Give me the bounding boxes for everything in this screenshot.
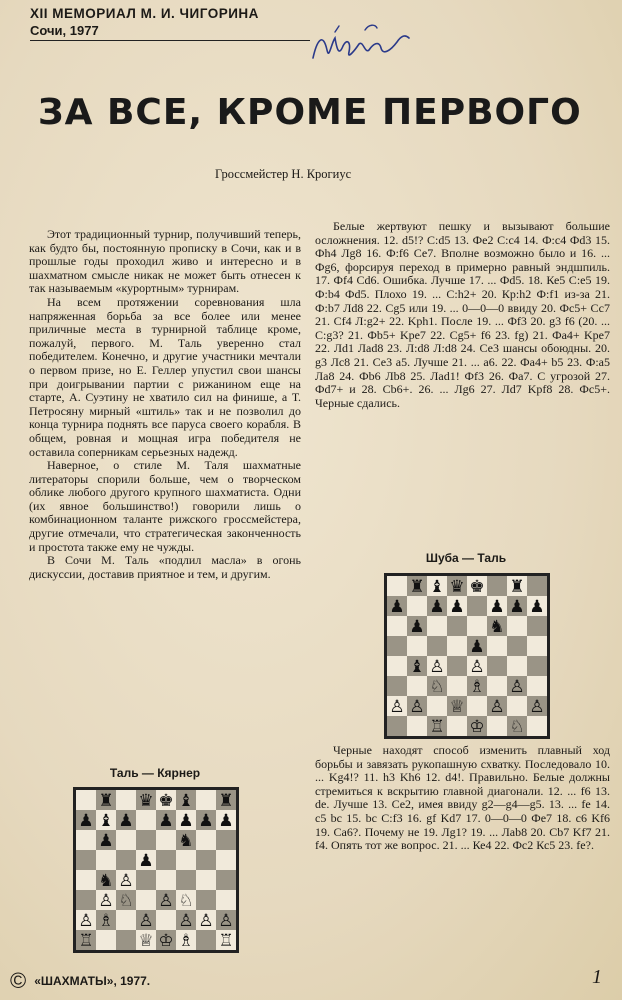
black-pawn-icon: ♟ xyxy=(78,811,94,831)
copyright-symbol: © xyxy=(10,968,27,993)
black-pawn-icon: ♟ xyxy=(489,597,505,617)
black-bishop-icon: ♝ xyxy=(429,577,445,597)
dark-square xyxy=(487,656,507,676)
light-square xyxy=(176,850,196,870)
white-queen-icon: ♕ xyxy=(138,931,154,950)
black-pawn-icon: ♟ xyxy=(389,597,405,617)
black-pawn-icon: ♟ xyxy=(449,597,465,617)
black-knight-icon: ♞ xyxy=(178,831,194,851)
footer xyxy=(10,970,150,992)
article-author: Гроссмейстер Н. Крогиус xyxy=(215,167,352,181)
dark-square xyxy=(156,850,176,870)
dark-square xyxy=(196,930,216,950)
white-pawn-icon: ♙ xyxy=(138,911,154,931)
dark-square xyxy=(387,676,407,696)
light-square xyxy=(467,696,487,716)
black-knight-icon: ♞ xyxy=(98,871,114,891)
white-pawn-icon: ♙ xyxy=(218,911,234,931)
black-pawn-icon: ♟ xyxy=(509,597,525,617)
paragraph: Белые жертвуют пешку и вызывают большие осложнения. 12. d5!? С:d5 13. Фе2 С:с4 14. Ф:с4 Фd3 15. Фh4 Лg8 16. Ф:f6 Се7. Вполне возможно было и 16. ... Фg6, форсируя переход в примерно равный эндшпиль. 17. Фf4 Cd6. Ошибка. Лучше 17. ... Фd5. 18. Ке5 С:е5 19. Ф:b4 Фd5. Плохо 19. ... С:h2+ 20. Кр:h2 Ф:f1 из-за 21. Ф:b7 Лd8 22. Cg5 или 19. ... 0—0—0 ввиду 20. Фс5+ Сс7 21. Cf4 Л:g2+ 22. Kph1. После 19. ... Фf3 20. g3 f6 (20. ... С:g3? 21. Фb5+ Kpe7 22. Cg5+ f6 23. fg) 21. Фa4+ Kpe7 22. Лd1 Лad8 23. Л:d8 Л:d8 24. Се3 шансы обоюдны. 20. g3 Лс8 21. Се3 а5. Лучше 21. ... а6. 22. Фа4+ b5 23. Ф:а5 Ла8 24. Фb6 Лb8 25. Лad1! Фf3 26. Фа7. С угрозой 27. Фd7+ и 28. Cb6+. 26. ... Лg6 27. Лd7 Kpf8 28. Фс5+. Черные сдались. xyxy=(315,219,610,410)
light-square xyxy=(136,810,156,830)
light-square xyxy=(487,636,507,656)
light-square xyxy=(447,716,467,736)
light-square xyxy=(447,636,467,656)
dark-square xyxy=(487,576,507,596)
dark-square xyxy=(216,830,236,850)
white-knight-icon: ♘ xyxy=(178,891,194,911)
chessboard xyxy=(387,576,547,736)
dark-square xyxy=(387,636,407,656)
publisher-line: «ШАХМАТЫ», 1977. xyxy=(34,974,151,988)
light-square xyxy=(196,830,216,850)
light-square xyxy=(527,716,547,736)
light-square xyxy=(407,716,427,736)
light-square xyxy=(96,850,116,870)
light-square xyxy=(76,830,96,850)
light-square xyxy=(136,890,156,910)
header xyxy=(30,6,310,38)
light-square xyxy=(156,870,176,890)
black-pawn-icon: ♟ xyxy=(469,637,485,657)
event-place-date: Сочи, 1977 xyxy=(30,23,99,38)
white-pawn-icon: ♙ xyxy=(529,697,545,717)
dark-square xyxy=(527,576,547,596)
dark-square xyxy=(216,870,236,890)
dark-square xyxy=(196,890,216,910)
light-square xyxy=(407,596,427,616)
light-square xyxy=(427,616,447,636)
article-title: ЗА ВСЕ, КРОМЕ ПЕРВОГО xyxy=(38,92,582,133)
light-square xyxy=(387,576,407,596)
black-pawn-icon: ♟ xyxy=(98,831,114,851)
light-square xyxy=(507,696,527,716)
white-rook-icon: ♖ xyxy=(429,717,445,736)
dark-square xyxy=(507,636,527,656)
light-square xyxy=(196,790,216,810)
white-knight-icon: ♘ xyxy=(509,717,525,736)
paragraph: Наверное, о стиле М. Таля шахматные литераторы спорили больше, чем о творческом облике любого другого крупного шахматиста. Одни (их явное большинство!) говорили лишь о комбинационном таланте рижского гроссмейстера, другие отмечали, что стратегическая законченность и простота также ему не чужды. xyxy=(29,458,301,554)
white-pawn-icon: ♙ xyxy=(198,911,214,931)
black-king-icon: ♚ xyxy=(158,791,174,811)
event-title: XII МЕМОРИАЛ М. И. ЧИГОРИНА xyxy=(30,6,259,21)
signature-handwritten xyxy=(305,20,415,70)
dark-square xyxy=(196,850,216,870)
white-pawn-icon: ♙ xyxy=(509,677,525,697)
black-rook-icon: ♜ xyxy=(409,577,425,597)
light-square xyxy=(116,910,136,930)
white-pawn-icon: ♙ xyxy=(118,871,134,891)
paragraph: Этот традиционный турнир, получивший теперь, как будто бы, постоянную прописку в Сочи, как и в прошлые годы проходил живо и интересно и в шахматном смысле никак не может быть отнесен к так называемым «курортным» турнирам. xyxy=(29,227,301,296)
light-square xyxy=(196,870,216,890)
chessboard xyxy=(76,790,236,950)
white-pawn-icon: ♙ xyxy=(78,911,94,931)
text-column-right-top xyxy=(315,220,610,410)
white-queen-icon: ♕ xyxy=(449,697,465,717)
dark-square xyxy=(467,596,487,616)
light-square xyxy=(116,790,136,810)
black-pawn-icon: ♟ xyxy=(158,811,174,831)
white-pawn-icon: ♙ xyxy=(178,911,194,931)
white-rook-icon: ♖ xyxy=(78,931,94,950)
black-pawn-icon: ♟ xyxy=(138,851,154,871)
black-pawn-icon: ♟ xyxy=(218,811,234,831)
black-queen-icon: ♛ xyxy=(138,791,154,811)
black-bishop-icon: ♝ xyxy=(178,791,194,811)
light-square xyxy=(507,616,527,636)
dark-square xyxy=(387,716,407,736)
white-king-icon: ♔ xyxy=(469,717,485,736)
dark-square xyxy=(447,616,467,636)
black-pawn-icon: ♟ xyxy=(429,597,445,617)
white-pawn-icon: ♙ xyxy=(98,891,114,911)
light-square xyxy=(407,636,427,656)
white-bishop-icon: ♗ xyxy=(469,677,485,697)
white-knight-icon: ♘ xyxy=(429,677,445,697)
light-square xyxy=(447,676,467,696)
black-rook-icon: ♜ xyxy=(218,791,234,811)
black-bishop-icon: ♝ xyxy=(98,811,114,831)
dark-square xyxy=(527,656,547,676)
white-pawn-icon: ♙ xyxy=(469,657,485,677)
dark-square xyxy=(136,870,156,890)
light-square xyxy=(427,696,447,716)
light-square xyxy=(156,830,176,850)
black-knight-icon: ♞ xyxy=(489,617,505,637)
dark-square xyxy=(447,656,467,676)
paragraph: Черные находят способ изменить плавный ход борьбы и завязать рукопашную схватку. Последовало 10. ... Kg4!? 11. h3 Kh6 12. d4!. Правильно. Белые должны стремиться к вскрытию главной диагонали. 12. ... f6 13. de. Лучше 13. Се2, имея ввиду g2—g4—g5. 13. ... fe 14. c5 bc 15. bc С:f3 16. gf Kd7 17. 0—0—0 Фе7 18. c6 Kf6 19. Са6?. Почему не 19. Лg1? 19. ... Лab8 20. Cb7 Kf7 21. f4. Опять тот же вопрос. 21. ... Ке4 22. Фс2 Кс5 23. fe?. xyxy=(315,743,610,853)
page-number: 1 xyxy=(592,966,602,988)
light-square xyxy=(487,676,507,696)
white-bishop-icon: ♗ xyxy=(178,931,194,950)
light-square xyxy=(76,870,96,890)
white-pawn-icon: ♙ xyxy=(409,697,425,717)
black-pawn-icon: ♟ xyxy=(198,811,214,831)
black-pawn-icon: ♟ xyxy=(118,811,134,831)
black-king-icon: ♚ xyxy=(469,577,485,597)
white-pawn-icon: ♙ xyxy=(429,657,445,677)
chess-diagram-shuba-tal xyxy=(384,573,550,739)
light-square xyxy=(387,616,407,636)
white-pawn-icon: ♙ xyxy=(389,697,405,717)
light-square xyxy=(467,616,487,636)
black-bishop-icon: ♝ xyxy=(409,657,425,677)
black-rook-icon: ♜ xyxy=(98,791,114,811)
light-square xyxy=(407,676,427,696)
light-square xyxy=(387,656,407,676)
black-pawn-icon: ♟ xyxy=(409,617,425,637)
light-square xyxy=(527,636,547,656)
dark-square xyxy=(76,890,96,910)
black-rook-icon: ♜ xyxy=(509,577,525,597)
black-pawn-icon: ♟ xyxy=(529,597,545,617)
light-square xyxy=(96,930,116,950)
paragraph: В Сочи М. Таль «подлил масла» в огонь дискуссии, доставив приятное и тем, и другим. xyxy=(29,553,301,581)
diagram-caption: Таль — Кярнер xyxy=(109,766,201,780)
light-square xyxy=(527,676,547,696)
dark-square xyxy=(427,636,447,656)
light-square xyxy=(216,890,236,910)
white-knight-icon: ♘ xyxy=(118,891,134,911)
white-rook-icon: ♖ xyxy=(218,931,234,950)
dark-square xyxy=(176,870,196,890)
light-square xyxy=(487,716,507,736)
white-bishop-icon: ♗ xyxy=(98,911,114,931)
diagram-caption: Шуба — Таль xyxy=(425,551,507,565)
paragraph: На всем протяжении соревнования шла напряженная борьба за все более или менее приличные места в турнирной таблице кроме, пожалуй, первого. М. Таль уверенно стал победителем. Конечно, и другие участники мечтали о первом призе, но Е. Геллер упустил свои шансы при доигрывании партии с рижанином еще на старте, А. Суэтину не хватило сил на финише, а Т. Петросяну мирный «штиль» так и не позволил до конца турнира поднять все паруса своего корабля. В общем, ровная и мощная игра победителя не оставила соперникам серьезных надежд. xyxy=(29,294,301,459)
black-queen-icon: ♛ xyxy=(449,577,465,597)
light-square xyxy=(216,850,236,870)
dark-square xyxy=(136,830,156,850)
text-column-right-bottom xyxy=(315,744,610,853)
dark-square xyxy=(116,850,136,870)
white-pawn-icon: ♙ xyxy=(158,891,174,911)
light-square xyxy=(507,656,527,676)
black-pawn-icon: ♟ xyxy=(178,811,194,831)
white-pawn-icon: ♙ xyxy=(489,697,505,717)
chess-diagram-tal-karner xyxy=(73,787,239,953)
light-square xyxy=(156,910,176,930)
dark-square xyxy=(527,616,547,636)
light-square xyxy=(116,830,136,850)
dark-square xyxy=(76,850,96,870)
dark-square xyxy=(116,930,136,950)
text-column-left xyxy=(29,228,301,581)
white-king-icon: ♔ xyxy=(158,931,174,950)
header-rule xyxy=(30,40,310,41)
light-square xyxy=(76,790,96,810)
